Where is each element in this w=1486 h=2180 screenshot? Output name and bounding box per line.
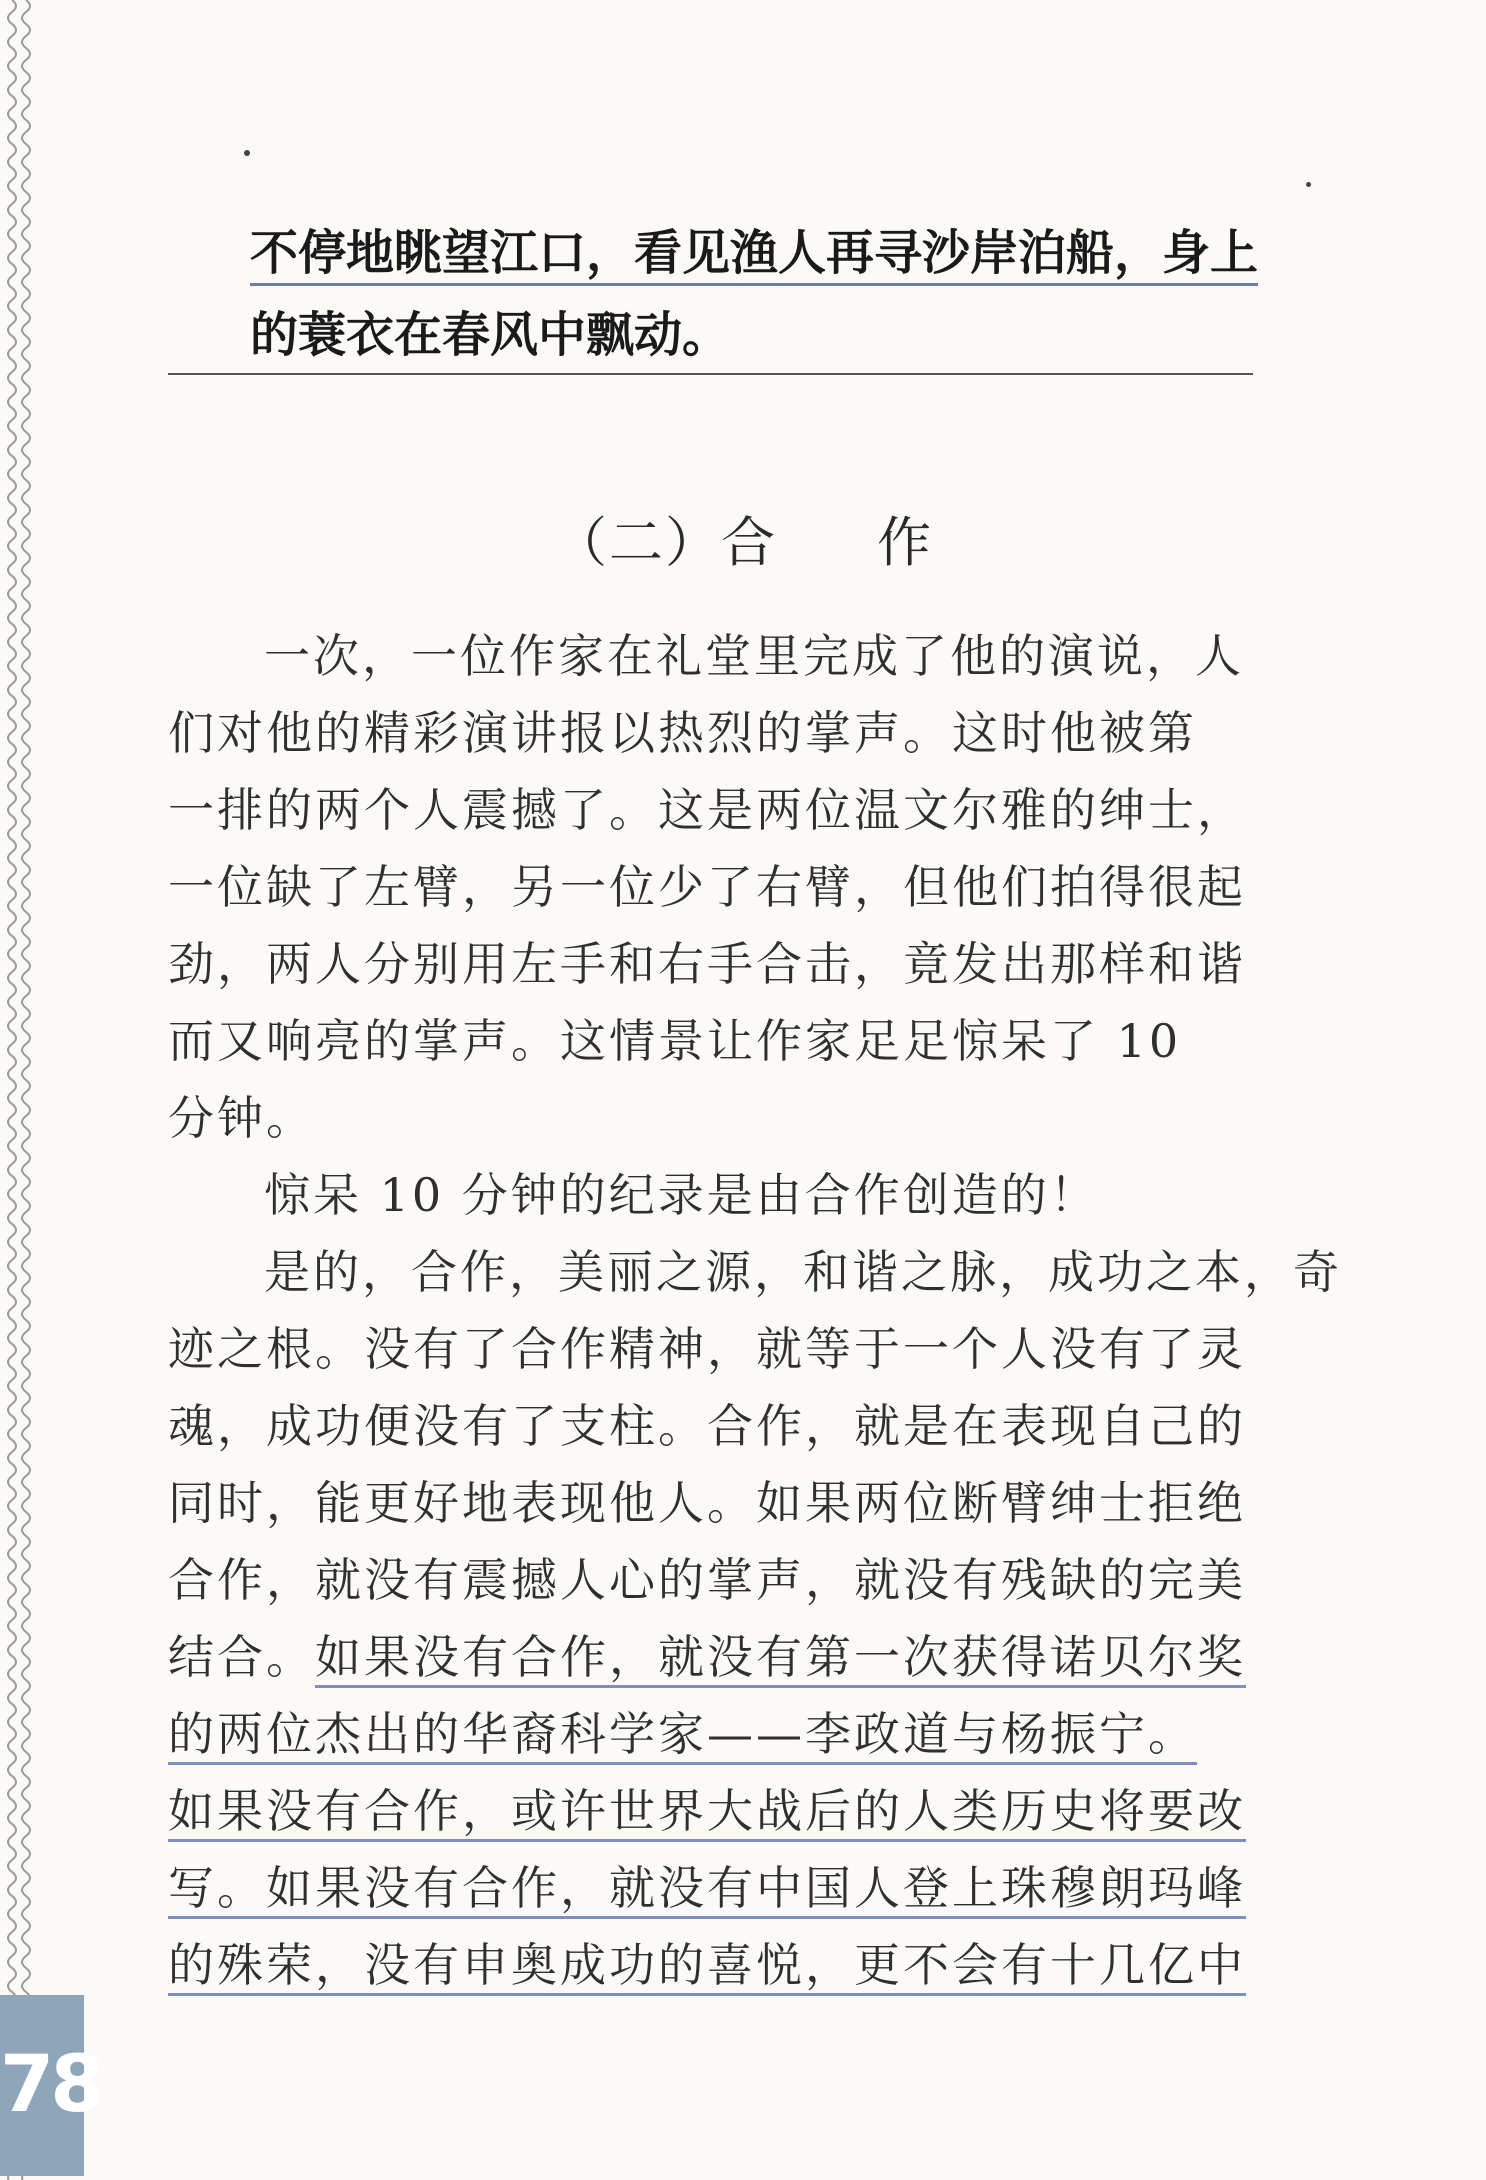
body-line: 合作，就没有震撼人心的掌声，就没有残缺的完美 — [168, 1553, 1246, 1607]
body-line: 们对他的精彩演讲报以热烈的掌声。这时他被第 — [168, 706, 1197, 760]
page-number: 78 — [0, 2040, 101, 2130]
section-number: （二） — [553, 511, 721, 574]
body-line: 魂，成功便没有了支柱。合作，就是在表现自己的 — [168, 1399, 1246, 1453]
article-body — [168, 618, 1342, 2004]
body-line: 一排的两个人震撼了。这是两位温文尔雅的绅士， — [168, 783, 1246, 837]
section-divider — [168, 373, 1253, 375]
body-line — [168, 1850, 1258, 1927]
body-line: 惊呆 10 分钟的纪录是由合作创造的！ — [264, 1168, 1099, 1222]
body-line: 分钟。 — [168, 1091, 315, 1145]
body-line — [168, 1696, 1258, 1773]
answer-line-2: 的蓑衣在春风中飘动。 — [250, 307, 731, 363]
body-line: 迹之根。没有了合作精神，就等于一个人没有了灵 — [168, 1322, 1246, 1376]
body-line: 而又响亮的掌声。这情景让作家足足惊呆了 10 — [168, 1014, 1182, 1068]
stray-mark — [1306, 182, 1311, 187]
body-line: 一位缺了左臂，另一位少了右臂，但他们拍得很起 — [168, 860, 1246, 914]
body-line: 是的，合作，美丽之源，和谐之脉，成功之本，奇 — [264, 1245, 1342, 1299]
body-line: 劲，两人分别用左手和右手合击，竟发出那样和谐 — [168, 937, 1246, 991]
underlined-line: 的殊荣，没有申奥成功的喜悦，更不会有十几亿中 — [168, 1938, 1246, 1996]
answer-line-1: 不停地眺望江口，看见渔人再寻沙岸泊船，身上 — [250, 225, 1258, 286]
body-line-mixed — [168, 1619, 1258, 1696]
body-segment: 结合。 — [168, 1630, 315, 1684]
body-line — [168, 1773, 1258, 1850]
underlined-segment: 如果没有合作，就没有第一次获得诺贝尔奖 — [315, 1630, 1246, 1688]
stray-mark — [244, 150, 250, 156]
underlined-line: 如果没有合作，或许世界大战后的人类历史将要改 — [168, 1784, 1246, 1842]
body-line: 一次，一位作家在礼堂里完成了他的演说，人 — [264, 629, 1244, 683]
title-word-1: 合 — [721, 511, 777, 574]
section-title — [0, 500, 1486, 577]
previous-answer — [250, 212, 1260, 376]
underlined-line: 的两位杰出的华裔科学家——李政道与杨振宁。 — [168, 1707, 1197, 1765]
wavy-left-border — [0, 0, 44, 2176]
body-line — [168, 1927, 1258, 2004]
title-word-2: 作 — [877, 511, 933, 574]
underlined-line: 写。如果没有合作，就没有中国人登上珠穆朗玛峰 — [168, 1861, 1246, 1919]
body-line: 同时，能更好地表现他人。如果两位断臂绅士拒绝 — [168, 1476, 1246, 1530]
